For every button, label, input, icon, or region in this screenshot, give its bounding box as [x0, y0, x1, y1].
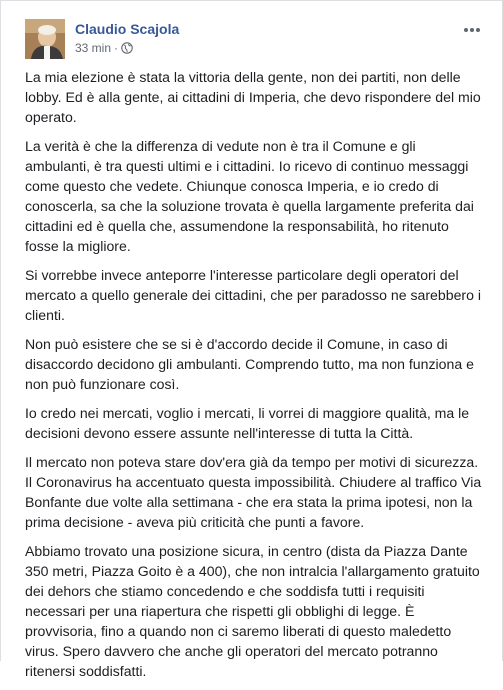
- more-options-button[interactable]: [460, 19, 484, 39]
- avatar[interactable]: [25, 19, 65, 59]
- post-meta: [75, 41, 133, 55]
- globe-icon[interactable]: [121, 42, 133, 54]
- post-text: [25, 67, 482, 690]
- post-paragraph: La verità è che la differenza di vedute non è tra il Comune e gli ambulanti, è tra questi ultimi e i cittadini. Io ricevo di continuo messaggi come questo che vedete. Chiunque conosca Imperia, e io credo di conoscerla, sa che la soluzione trovata è quella largamente preferita dai cittadini ed è quella che, assumendone la responsabilità, ho ritenuto fosse la migliore.: [25, 138, 474, 254]
- meta-separator: ·: [114, 41, 119, 55]
- post-timestamp[interactable]: 33 min: [75, 41, 112, 55]
- post-paragraph: Non può esistere che se si è d'accordo decide il Comune, in caso di disaccordo decidono gli ambulanti. Comprendo tutto, ma non funziona e non può funzionare così.: [25, 336, 474, 392]
- author-name[interactable]: Claudio Scajola: [75, 21, 180, 37]
- post-paragraph: Si vorrebbe invece anteporre l'interesse particolare degli operatori del mercato a quello generale dei cittadini, che per paradosso ne sarebbero i clienti.: [25, 267, 481, 323]
- post-header: [1, 1, 502, 65]
- post-paragraph: Il mercato non poteva stare dov'era già da tempo per motivi di sicurezza. Il Coronavirus ha accentuato questa impossibilità. Chiudere al traffico Via Bonfante due volte alla settimana - che era stata la prima ipotesi, non la prima decisione - aveva più criticità che punti a favore.: [25, 454, 482, 530]
- post-paragraph: La mia elezione è stata la vittoria della gente, non dei partiti, non delle lobby. Ed è alla gente, ai cittadini di Imperia, che devo rispondere del mio operato.: [25, 69, 481, 125]
- post-paragraph: Io credo nei mercati, voglio i mercati, li vorrei di maggiore qualità, ma le decisioni devono essere assunte nell'interesse di tutta la Città.: [25, 405, 470, 441]
- more-horizontal-icon: [463, 20, 481, 38]
- post-paragraph: Abbiamo trovato una posizione sicura, in centro (dista da Piazza Dante 350 metri, Piazza Goito è a 400), che non intralcia l'allargamento gratuito dei dehors che stiamo concedendo e che soddisfa tutti i requisiti necessari per una riapertura che rispetti gli obblighi di legge. È provvisoria, fino a quando non ci saremo liberati di questo maledetto virus. Spero davvero che anche gli operatori del mercato potranno ritenersi soddisfatti.: [25, 543, 480, 679]
